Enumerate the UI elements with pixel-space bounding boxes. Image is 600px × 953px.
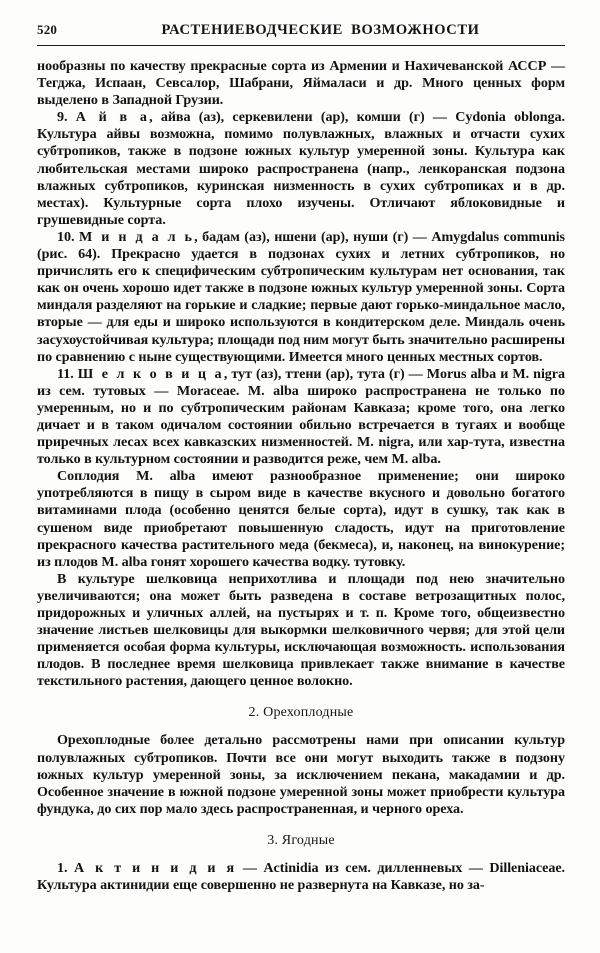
entry-9-name: А й в а [75,109,150,126]
body-column [37,46,565,894]
entry-11-number: 11. [57,365,74,382]
section-heading-3: 3. Ягодные [267,832,335,848]
entry-10-text: , бадам (аз), ншени (ар), нуши (г) — Amygdalus communis (рис. 64). Прекрасно удается в подзонах сухих и летних субтропиков, но причислять его к специфическим субтропическим культурам нет основания, так как он очень хорошо идет также в подзоне южных культур умеренной зоны. Сорта миндаля разделяют на горькие и сладкие; первые дают горько-миндальное масло, вторые — для еды и широко используются в кондитерском деле. Миндаль очень засухоустойчивая культура; площади под ним могут быть значительно расширены по сравнению с ныне существующими. Имеется много ценных местных сортов. [37,228,565,365]
entry-1-text: — Actinidia из сем. дилленневых — Dilleniaceae. Культура актинидии еще совершенно не развернута на Кавказе, но за- [37,859,566,894]
entry-9-number: 9. [57,109,68,126]
entry-11-name: Ш е л к о в и ц а [77,365,224,382]
paragraph-orehoplodnye: Орехоплодные более детально рассмотрены нами при описании культур полувлажных субтропиков. Почти все они могут выходить также в подзону южных культур умеренной зоны, за исключением пекана, макадамии и др. Особенное значение в южной подзоне умеренной зоны может приобрести культура фундука, до сих пор мало здесь распространенная, и черного ореха. [37,732,565,817]
entry-1-name: А к т и н и д и я [74,859,237,876]
entry-10-name: М и н д а л ь [79,228,195,245]
paragraph-soplodia: Соплодия M. alba имеют разнообразное применение; они широко употребляются в пищу в сыром виде в качестве вкусного и довольно богатого витаминами плода (особенно ценятся белые сорта), идут в сушку, так как в сушеном виде приобретают повышенную сладость, идут на приготовление прекрасного качества растительного меда (бекмеса), и, наконец, на винокурение; из плодов M. alba гонят хорошего качества водку. тутовку. [37,468,565,570]
entry-11-text: , тут (аз), ттени (ар), тута (г) — Morus alba и M. nigra из сем. тутовых — Moraceae. M. alba широко распространена не только по умеренным, но и по субтропическим районам Кавказа; кроме того, она легко дичает и в таком одичалом состоянии обильно встречается в тугаях и вообще приречных лесах всех кавказских низменностей. M. nigra, или хар-тута, известна только в культурном состоянии и разводится реже, чем M. alba. [37,365,566,468]
paragraph-kultura-shelkovitsa: В культуре шелковица неприхотлива и площади под нею значительно увеличиваются; она может быть разведена в составе ветрозащитных полос, придорожных и уличных аллей, на пустырях и т. п. Кроме того, общеизвестно значение листьев шелковицы для выкормки шелковичного червя; для этой цели применяется особая форма культуры, исключающая возможность. использования плодов. В последнее время шелковица привлекает также внимание в качестве текстильного растения, дающего ценное волокно. [37,570,565,690]
entry-10-mindal [37,229,565,366]
entry-9-text: , айва (аз), серкевилени (ар), комши (г) — Cydonia oblonga. Культура айвы возможна, помимо полувлажных, влажных и отчасти сухих субтропиков, также в подзоне южных культур умеренной зоны. Культура как любительская местами широко распространена (напр., ленкоранская подзона влажных субтропиков, куринская низменность в сухих субтропиках и в др. местах). Культурные сорта плохо изучены. Отличают яблоковидные и грушевидные сорта. [37,109,565,228]
page-number: 520 [37,22,58,37]
running-head-title: РАСТЕНИЕВОДЧЕСКИЕ ВОЗМОЖНОСТИ [161,22,480,38]
entry-11-shelkovitsa [37,366,565,469]
running-head [0,0,600,39]
entry-10-number: 10. [57,228,75,245]
entry-1-aktinidiya [37,860,565,894]
entry-9-ayva [37,109,565,229]
entry-1-number: 1. [57,859,68,876]
paragraph-continued: нообразны по качеству прекрасные сорта из Армении и Нахичеванской АССР — Тегджа, Испаан, Севсалор, Шабрани, Яймаласи и др. Много ценных форм выделено в Западной Грузии. [37,58,565,109]
section-heading-2: 2. Орехоплодные [248,705,354,721]
